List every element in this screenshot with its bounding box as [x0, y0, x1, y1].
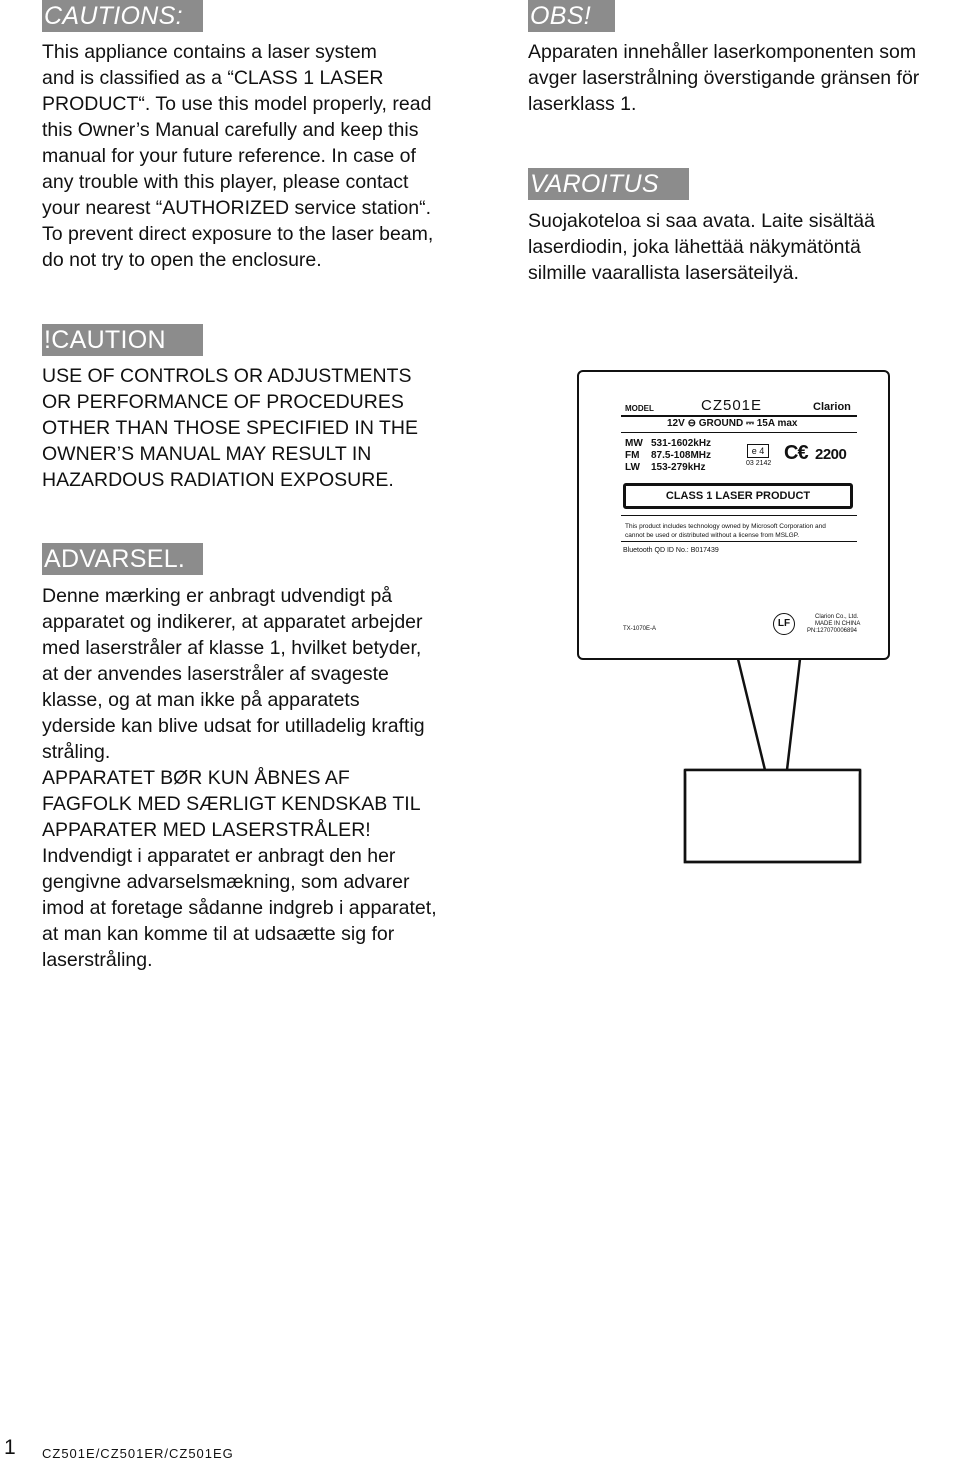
- advarsel-line: FAGFOLK MED SÆRLIGT KENDSKAB TIL: [42, 793, 421, 815]
- cautions-line: and is classified as a “CLASS 1 LASER: [42, 67, 384, 89]
- band-row: [625, 438, 711, 450]
- made-in: MADE IN CHINA: [815, 621, 861, 627]
- advarsel-line: at man kan komme til at udsaætte sig for: [42, 923, 395, 945]
- caution-line: OWNER’S MANUAL MAY RESULT IN: [42, 443, 372, 465]
- varoitus-line: silmille vaarallista lasersäteilyä.: [528, 262, 799, 284]
- ce-number: 2200: [815, 446, 847, 463]
- model-number: CZ501E: [701, 397, 763, 414]
- advarsel-line: at der anvendes laserstråler af svageste: [42, 663, 389, 685]
- e-mark-number: 03 2142: [746, 460, 772, 467]
- product-label: [577, 370, 890, 660]
- cautions-line: any trouble with this player, please contact: [42, 171, 409, 193]
- advarsel-line: imod at foretage sådanne indgreb i apparatet,: [42, 897, 437, 919]
- obs-line: laserklass 1.: [528, 93, 637, 115]
- obs-heading: OBS!: [528, 0, 615, 32]
- advarsel-line: APPARATER MED LASERSTRÅLER!: [42, 819, 371, 841]
- advarsel-line: apparatet og indikerer, at apparatet arbejder: [42, 611, 423, 633]
- cautions-line: PRODUCT“. To use this model properly, read: [42, 93, 432, 115]
- advarsel-line: Denne mærking er anbragt udvendigt på: [42, 585, 393, 607]
- ce-mark-icon: C€: [784, 442, 808, 464]
- band-name: LW: [625, 462, 640, 473]
- bluetooth-id: Bluetooth QD ID No.: B017439: [623, 547, 719, 554]
- band-range: 531-1602kHz: [651, 438, 712, 449]
- advarsel-line: laserstråling.: [42, 949, 153, 971]
- advarsel-line: stråling.: [42, 741, 111, 763]
- caution-line: USE OF CONTROLS OR ADJUSTMENTS: [42, 365, 412, 387]
- band-range: 153-279kHz: [651, 462, 706, 473]
- cautions-line: do not try to open the enclosure.: [42, 249, 322, 271]
- varoitus-line: laserdiodin, joka lähettää näkymätöntä: [528, 236, 861, 258]
- band-row: [625, 450, 711, 462]
- advarsel-line: yderside kan blive udsat for utilladelig kraftig: [42, 715, 425, 737]
- caution-heading: !CAUTION: [42, 324, 203, 356]
- part-number: PN:127070006894: [806, 628, 857, 634]
- laser-class-badge: CLASS 1 LASER PRODUCT: [623, 483, 853, 509]
- advarsel-line: APPARATET BØR KUN ÅBNES AF: [42, 767, 350, 789]
- caution-line: OTHER THAN THOSE SPECIFIED IN THE: [42, 417, 418, 439]
- obs-line: avger laserstrålning överstigande gränsen för: [528, 67, 920, 89]
- cautions-line: this Owner’s Manual carefully and keep this: [42, 119, 419, 141]
- band-row: [625, 462, 711, 474]
- lf-mark-icon: LF: [773, 613, 795, 635]
- caution-line: HAZARDOUS RADIATION EXPOSURE.: [42, 469, 394, 491]
- advarsel-line: gengivne advarselsmækning, som advarer: [42, 871, 410, 893]
- advarsel-line: Indvendigt i apparatet er anbragt den her: [42, 845, 396, 867]
- advarsel-line: klasse, og at man ikke på apparatets: [42, 689, 360, 711]
- footer-model-list: CZ501E/CZ501ER/CZ501EG: [42, 1446, 234, 1461]
- cautions-heading: CAUTIONS:: [42, 0, 203, 32]
- band-table: [625, 438, 711, 474]
- varoitus-line: Suojakoteloa si saa avata. Laite sisältää: [528, 210, 875, 232]
- e-mark: e 4: [747, 444, 769, 458]
- band-name: FM: [625, 450, 640, 461]
- advarsel-heading: ADVARSEL.: [42, 543, 203, 575]
- cautions-line: This appliance contains a laser system: [42, 41, 377, 63]
- microsoft-notice-2: cannot be used or distributed without a license from MSLGP.: [625, 532, 800, 539]
- cautions-line: To prevent direct exposure to the laser beam,: [42, 223, 434, 245]
- microsoft-notice-1: This product includes technology owned by Microsoft Corporation and: [625, 523, 826, 530]
- varoitus-heading: VAROITUS: [528, 168, 689, 200]
- cautions-line: your nearest “AUTHORIZED service station“.: [42, 197, 432, 219]
- part-code: TX-1070E-A: [623, 626, 657, 632]
- power-rating: 12V ⊖ GROUND ⎓ 15A max: [667, 418, 798, 429]
- cautions-line: manual for your future reference. In case of: [42, 145, 416, 167]
- band-range: 87.5-108MHz: [651, 450, 712, 461]
- caution-line: OR PERFORMANCE OF PROCEDURES: [42, 391, 404, 413]
- page-number: 1: [4, 1436, 16, 1459]
- obs-line: Apparaten innehåller laserkomponenten som: [528, 41, 917, 63]
- advarsel-line: med laserstråler af klasse 1, hvilket betyder,: [42, 637, 422, 659]
- band-name: MW: [625, 438, 643, 449]
- model-tag: MODEL: [625, 404, 654, 413]
- brand-name: Clarion: [813, 401, 851, 413]
- maker-name: Clarion Co., Ltd.: [815, 614, 859, 620]
